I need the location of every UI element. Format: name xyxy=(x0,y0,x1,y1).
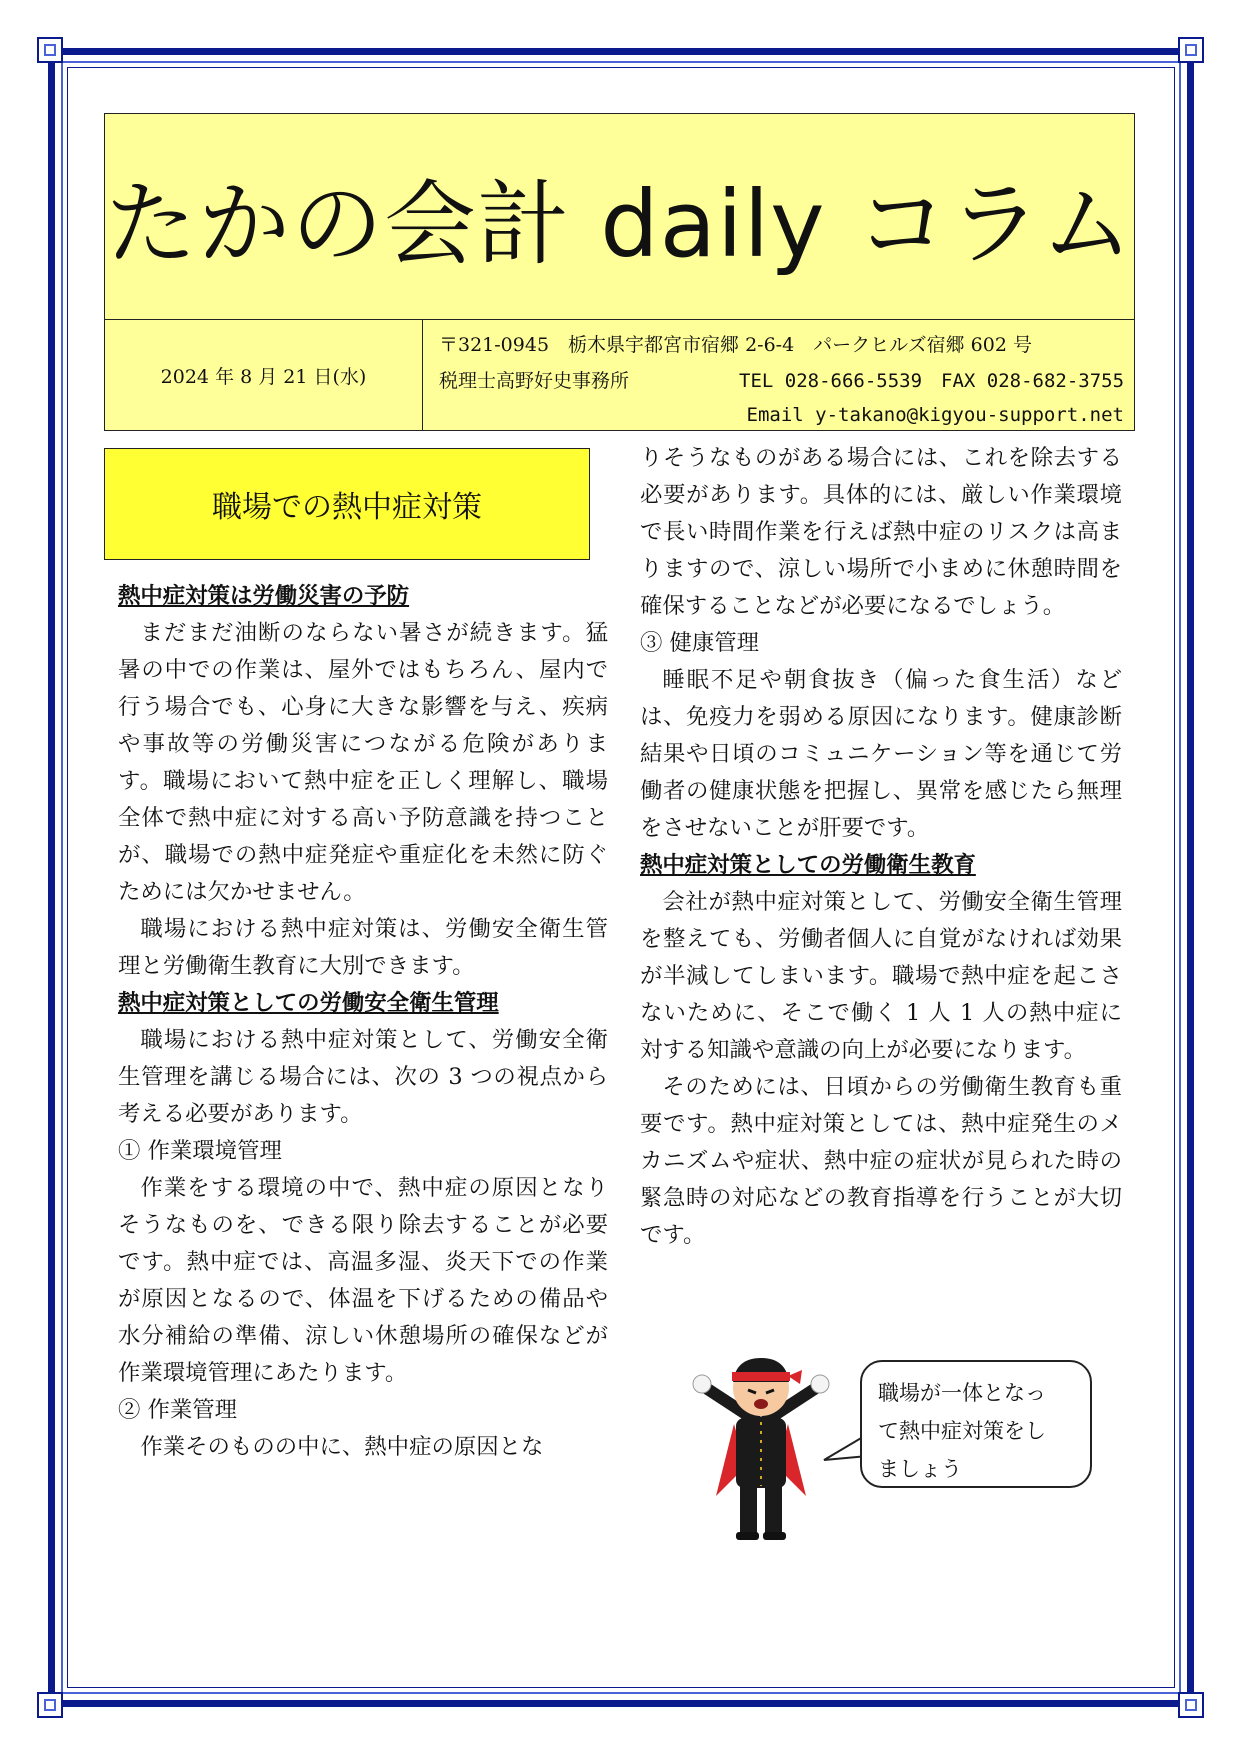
speech-bubble xyxy=(860,1360,1092,1488)
section-heading-safety-management: 熱中症対策としての労働安全衛生管理 xyxy=(118,990,499,1016)
section-heading-education: 熱中症対策としての労働衛生教育 xyxy=(640,852,976,878)
bubble-line: て熱中症対策をし xyxy=(878,1419,1046,1443)
list-item-health: ③ 健康管理 xyxy=(640,630,760,656)
paragraph: 職場における熱中症対策として、労働安全衛生管理を講じる場合には、次の 3 つの視点から考える必要があります。 xyxy=(118,1027,608,1127)
border-corner-bottom-right xyxy=(1178,1692,1204,1718)
section-heading-prevention: 熱中症対策は労働災害の予防 xyxy=(118,583,410,609)
issue-date: 2024 年 8 月 21 日(水) xyxy=(105,320,423,430)
paragraph: 会社が熱中症対策として、労働安全衛生管理を整えても、労働者個人に自覚がなければ効果が半減してしまいます。職場で熱中症を起こさないために、そこで働く 1 人 1 人の熱中症に対する知識や意識の向上が必要になります。 xyxy=(640,889,1122,1063)
article-heading: 職場での熱中症対策 xyxy=(104,448,590,560)
cheering-person-illustration xyxy=(676,1346,846,1546)
paragraph: りそうなものがある場合には、これを除去する必要があります。具体的には、厳しい作業環境で長い時間作業を行えば熱中症のリスクは高まりますので、涼しい場所で小まめに休憩時間を確保することなどが必要になるでしょう。 xyxy=(640,445,1122,619)
bubble-line: ましょう xyxy=(878,1457,962,1481)
paragraph: 睡眠不足や朝食抜き（偏った食生活）などは、免疫力を弱める原因になります。健康診断結果や日頃のコミュニケーション等を通じて労働者の健康状態を把握し、異常を感じたら無理をさせないことが肝要です。 xyxy=(640,667,1122,841)
border-corner-bottom-left xyxy=(37,1692,63,1718)
paragraph: まだまだ油断のならない暑さが続きます。猛暑の中での作業は、屋外ではもちろん、屋内で行う場合でも、心身に大きな影響を与え、疾病や事故等の労働災害につながる危険があります。職場において熱中症を正しく理解し、職場全体で熱中症に対する高い予防意識を持つことが、職場での熱中症発症や重症化を未然に防ぐためには欠かせません。 xyxy=(118,620,608,905)
paragraph: 作業をする環境の中で、熱中症の原因となりそうなものを、できる限り除去することが必要です。熱中症では、高温多湿、炎天下での作業が原因となるので、体温を下げるための備品や水分補給の準備、涼しい休憩場所の確保などが作業環境管理にあたります。 xyxy=(118,1175,608,1386)
tel-fax: TEL 028-666-5539 FAX 028-682-3755 xyxy=(739,370,1125,392)
office-line xyxy=(439,366,1125,393)
paragraph: 職場における熱中症対策は、労働安全衛生管理と労働衛生教育に大別できます。 xyxy=(118,916,608,979)
paragraph: そのためには、日頃からの労働衛生教育も重要です。熱中症対策としては、熱中症発生のメカニズムや症状、熱中症の症状が見られた時の緊急時の対応などの教育指導を行うことが大切です。 xyxy=(640,1074,1122,1248)
contact-block xyxy=(435,320,1124,430)
masthead xyxy=(104,113,1135,431)
list-item-environment: ① 作業環境管理 xyxy=(118,1138,282,1164)
border-corner-top-left xyxy=(37,37,63,63)
masthead-info-row xyxy=(105,319,1134,430)
paragraph: 作業そのものの中に、熱中症の原因とな xyxy=(140,1434,544,1460)
border-corner-top-right xyxy=(1178,37,1204,63)
bubble-line: 職場が一体となっ xyxy=(878,1381,1046,1405)
newsletter-title: たかの会計 daily コラム xyxy=(105,170,1134,278)
email-address: Email y-takano@kigyou-support.net xyxy=(746,404,1124,426)
left-column xyxy=(118,578,608,1466)
right-column xyxy=(640,440,1122,1254)
office-name: 税理士高野好史事務所 xyxy=(439,370,630,392)
office-address: 〒321-0945 栃木県宇都宮市宿郷 2-6-4 パークヒルズ宿郷 602 号 xyxy=(439,334,1032,356)
list-item-work: ② 作業管理 xyxy=(118,1397,238,1423)
